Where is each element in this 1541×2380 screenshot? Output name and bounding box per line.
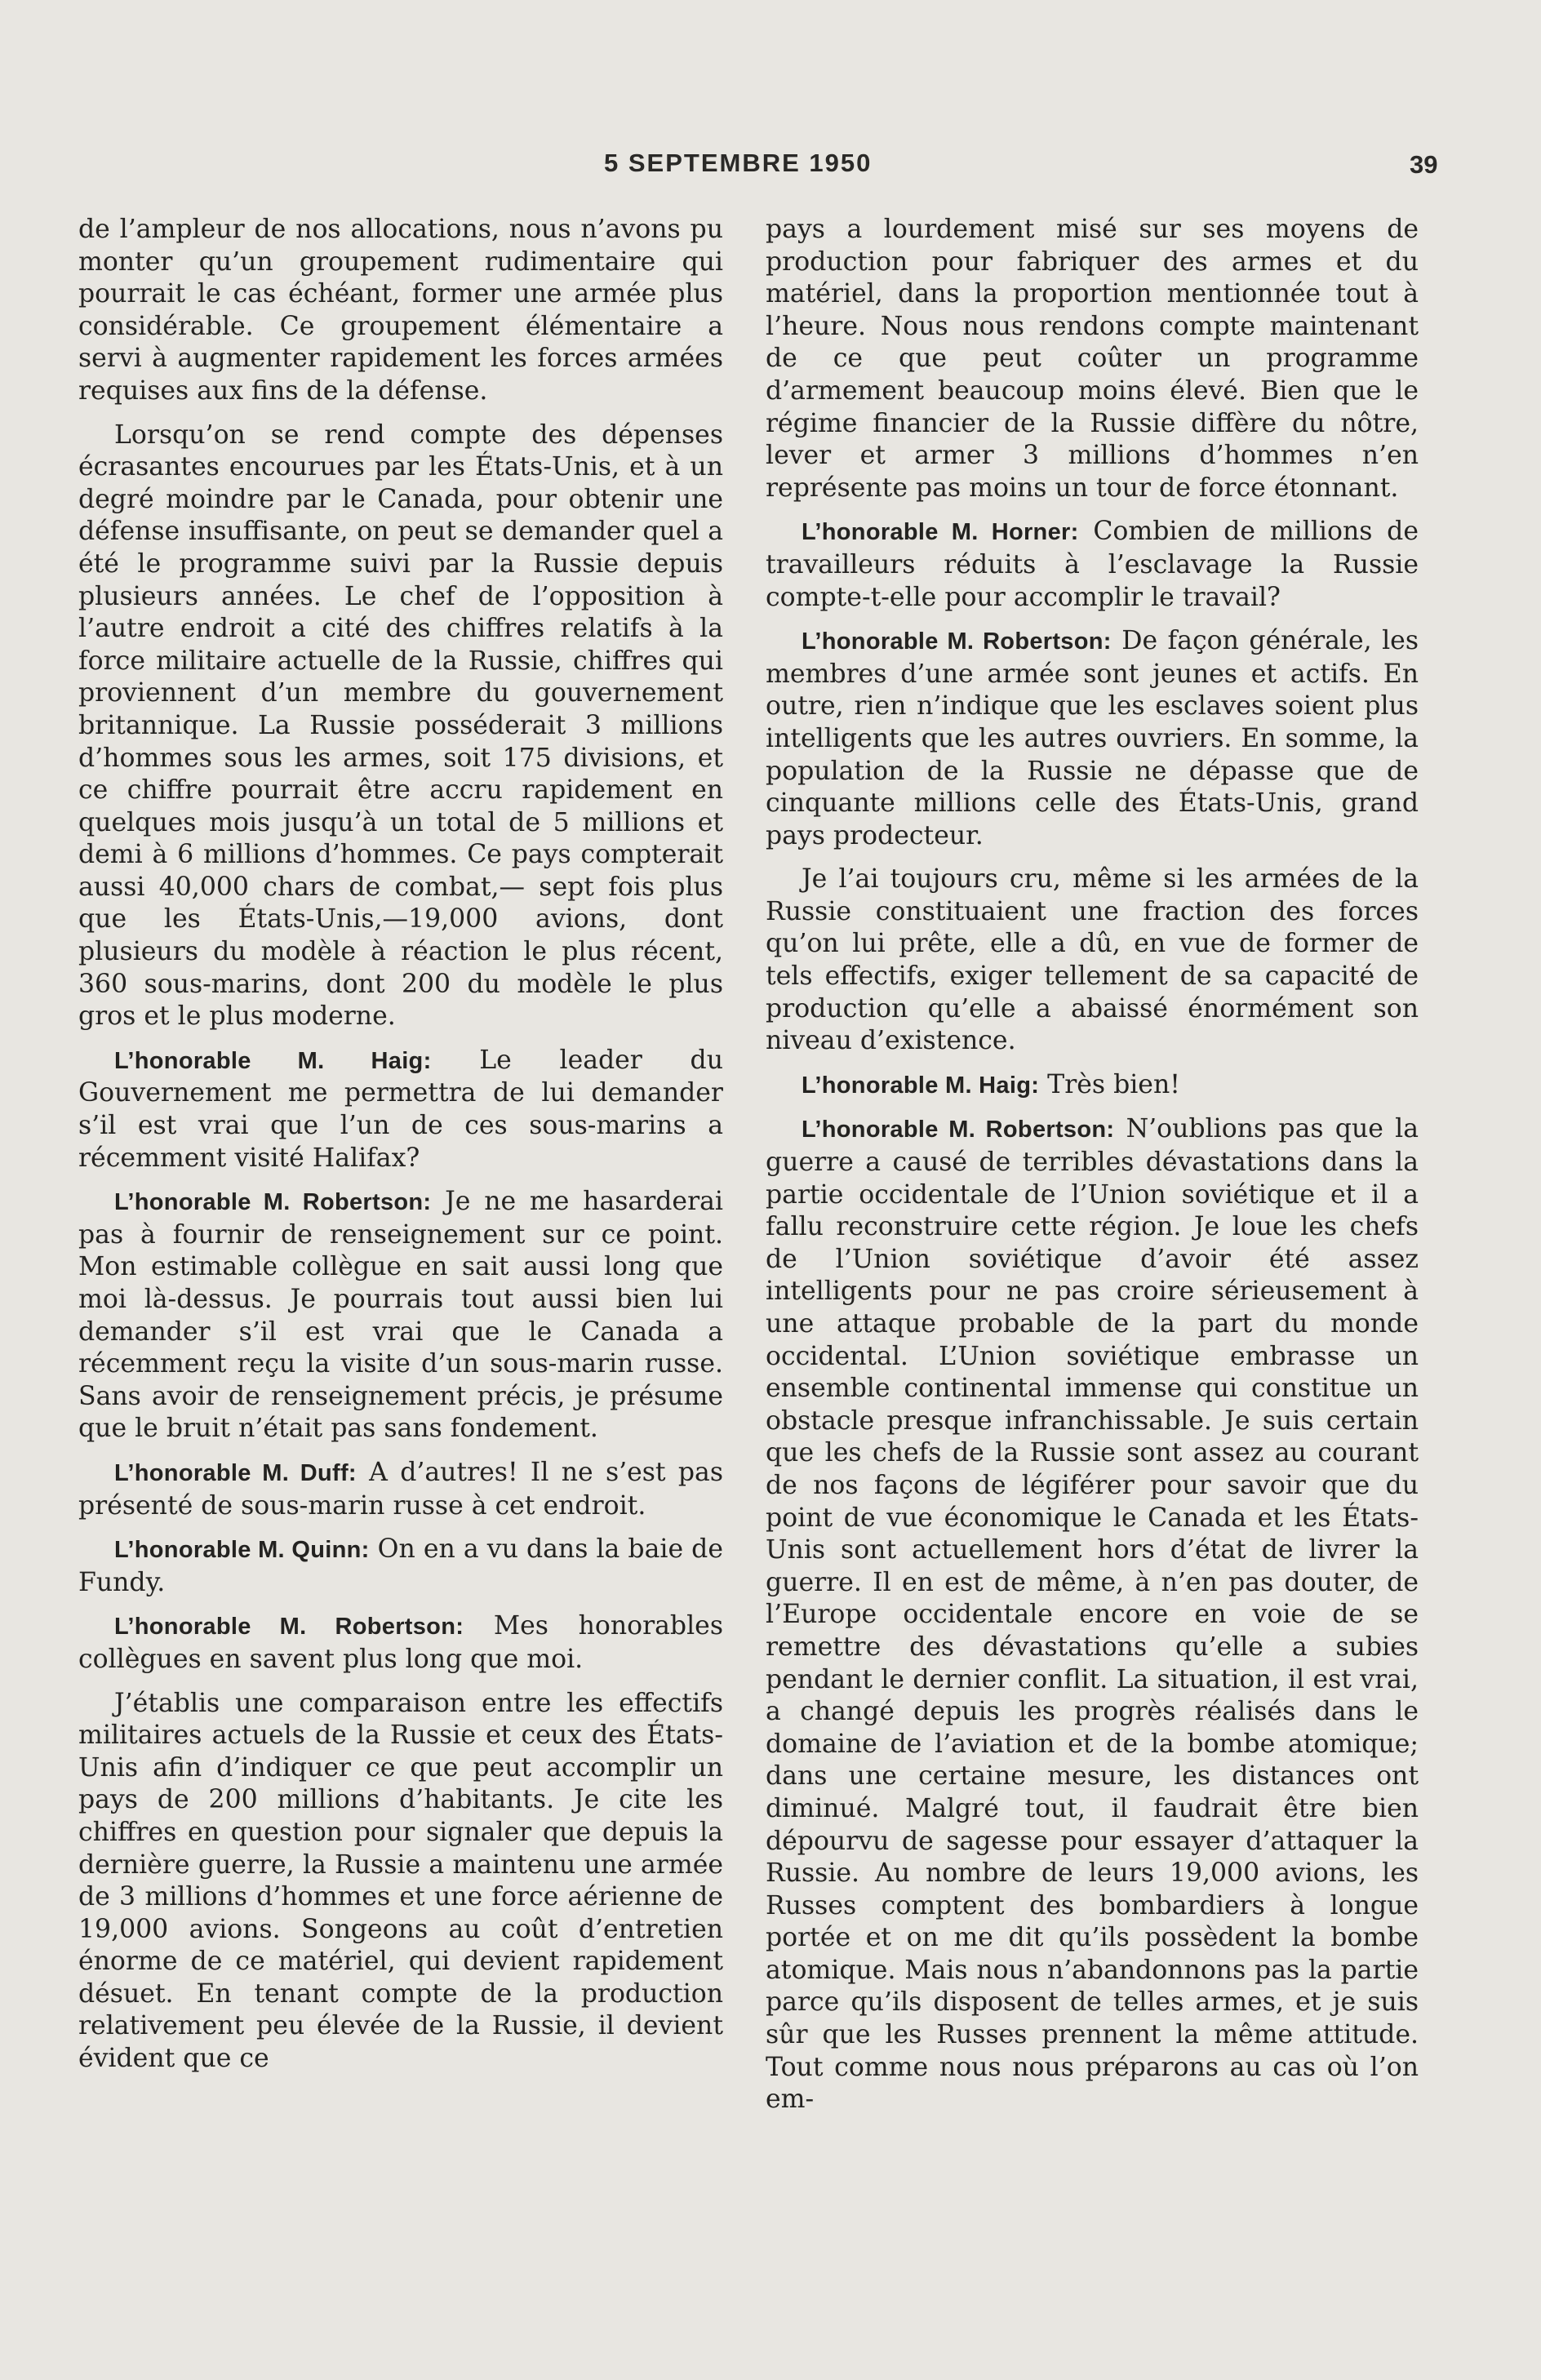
paragraph (78, 1688, 723, 2076)
speaker-name: L’honorable M. Quinn: (114, 1537, 370, 1564)
speaker-name: L’honorable M. Robertson: (802, 1117, 1115, 1143)
speech-text: Combien de millions de travailleurs réduits à l’esclavage la Russie compte-t-elle pour accomplir le travail? (766, 517, 1419, 612)
speech-text: N’oublions pas que la guerre a causé de terribles dévastations dans la partie occidentale de l’Union soviétique et il a fallu reconstruire cette région. Je loue les chefs de l’Union soviétique d’avoir été assez intelligents pour ne pas croire sérieusement à une attaque probable de la part du monde occidental. L’Union soviétique embrasse un ensemble continental immense qui constitue un obstacle presque infranchissable. Je suis certain que les chefs de la Russie sont assez au courant de nos façons de légiférer pour savoir que du point de vue économique le Canada et les États-Unis sont actuellement hors d’état de livrer la guerre. Il en est de même, à n’en pas douter, de l’Europe occidentale encore en voie de se remettre des dévastations qu’elle a subies pendant le dernier conflit. La situation, il est vrai, a changé depuis les progrès réalisés dans le domaine de l’aviation et de la bombe atomique; dans une certaine mesure, les distances ont diminué. Malgré tout, il faudrait être bien dépourvu de sagesse pour essayer d’attaquer la Russie. Au nombre de leurs 19,000 avions, les Russes comptent des bombardiers à longue portée et on me dit qu’ils possèdent la bombe atomique. Mais nous n’abandonnons pas la partie parce qu’ils disposent de telles armes, et je suis sûr que les Russes prennent la même attitude. Tout comme nous nous préparons au cas où l’on em- (766, 1114, 1419, 2115)
speech-paragraph (766, 625, 1419, 852)
speaker-name: L’honorable M. Duff: (114, 1459, 357, 1486)
paragraph (78, 214, 723, 408)
speech-paragraph (78, 1610, 723, 1676)
page-header (0, 149, 1541, 189)
speech-paragraph (766, 516, 1419, 614)
speech-paragraph (78, 1534, 723, 1599)
speaker-name: L’honorable M. Robertson: (114, 1614, 464, 1641)
speech-text: Je ne me hasarderai pas à fournir de renseignement sur ce point. Mon estimable collègue en sait aussi long que moi là-dessus. Je pourrais tout aussi bien lui demander s’il est vrai que le Canada a récemment reçu la visite d’un sous-marin russe. Sans avoir de renseignement précis, je présume que le bruit n’était pas sans fondement. (78, 1187, 723, 1444)
page-number: 39 (1410, 150, 1438, 179)
left-column (78, 214, 723, 2087)
speech-text: De façon générale, les membres d’une armée sont jeunes et actifs. En outre, rien n’indique que les esclaves soient plus intelligents que les autres ouvriers. En somme, la population de la Russie ne dépasse que de cinquante millions celle des États-Unis, grand pays prodecteur. (766, 626, 1419, 850)
right-column (766, 214, 1419, 2128)
paragraph-text: pays a lourdement misé sur ses moyens de production pour fabriquer des armes et du matériel, dans la proportion mentionnée tout à l’heure. Nous nous rendons compte maintenant de ce que peut coûter un programme d’armement beaucoup moins élevé. Bien que le régime financier de la Russie diffère du nôtre, lever et armer 3 millions d’hommes n’en représente pas moins un tour de force étonnant. (766, 215, 1419, 503)
paragraph (766, 864, 1419, 1058)
speaker-name: L’honorable M. Haig: (114, 1047, 432, 1074)
speech-paragraph (78, 1457, 723, 1522)
paragraph-text: de l’ampleur de nos allocations, nous n’avons pu monter qu’un groupement rudimentaire qui pourrait le cas échéant, former une armée plus considérable. Ce groupement élémentaire a servi à augmenter rapidement les forces armées requises aux fins de la défense. (78, 215, 723, 406)
speech-text: Très bien! (1039, 1069, 1180, 1099)
paragraph (766, 214, 1419, 504)
speech-paragraph (78, 1045, 723, 1174)
speech-text: On en a vu dans la baie de Fundy. (78, 1534, 723, 1597)
paragraph-text: Je l’ai toujours cru, même si les armées de la Russie constituaient une fraction des forces qu’on lui prête, elle a dû, en vue de former de tels effectifs, exiger tellement de sa capacité de production qu’elle a abaissé énormément son niveau d’existence. (766, 864, 1419, 1056)
speaker-name: L’honorable M. Haig: (802, 1072, 1040, 1099)
paragraph-text: Lorsqu’on se rend compte des dépenses écrasantes encourues par les États-Unis, et à un degré moindre par le Canada, pour obtenir une défense insuffisante, on peut se demander quel a été le programme suivi par la Russie depuis plusieurs années. Le chef de l’opposition à l’autre endroit a cité des chiffres relatifs à la force militaire actuelle de la Russie, chiffres qui proviennent d’un membre du gouvernement britannique. La Russie posséderait 3 millions d’hommes sous les armes, soit 175 divisions, et ce chiffre pourrait être accru rapidement en quelques mois jusqu’à un total de 5 millions et demi à 6 millions d’hommes. Ce pays compterait aussi 40,000 chars de combat,— sept fois plus que les États-Unis,—19,000 avions, dont plusieurs du modèle à réaction le plus récent, 360 sous-marins, dont 200 du modèle le plus gros et le plus moderne. (78, 420, 723, 1032)
speaker-name: L’honorable M. Robertson: (802, 628, 1112, 655)
speech-text: Mes honorables collègues en savent plus long que moi. (78, 1611, 723, 1674)
speech-paragraph (766, 1113, 1419, 2116)
speaker-name: L’honorable M. Robertson: (114, 1189, 432, 1216)
speech-paragraph (766, 1069, 1419, 1103)
speech-text: A d’autres! Il ne s’est pas présenté de sous-marin russe à cet endroit. (78, 1457, 723, 1521)
speech-paragraph (78, 1186, 723, 1445)
speech-text: Le leader du Gouvernement me permettra de lui demander s’il est vrai que l’un de ces sous-marins a récemment visité Halifax? (78, 1045, 724, 1173)
paragraph-text: J’établis une comparaison entre les effectifs militaires actuels de la Russie et ceux des États-Unis afin d’indiquer ce que peut accomplir un pays de 200 millions d’habitants. Je cite les chiffres en question pour signaler que depuis la dernière guerre, la Russie a maintenu une armée de 3 millions d’hommes et une force aérienne de 19,000 avions. Songeons au coût d’entretien énorme de ce matériel, qui devient rapidement désuet. En tenant compte de la production relativement peu élevée de la Russie, il devient évident que ce (78, 1688, 723, 2074)
header-date: 5 SEPTEMBRE 1950 (604, 149, 873, 177)
speaker-name: L’honorable M. Horner: (802, 519, 1079, 546)
paragraph (78, 420, 723, 1033)
